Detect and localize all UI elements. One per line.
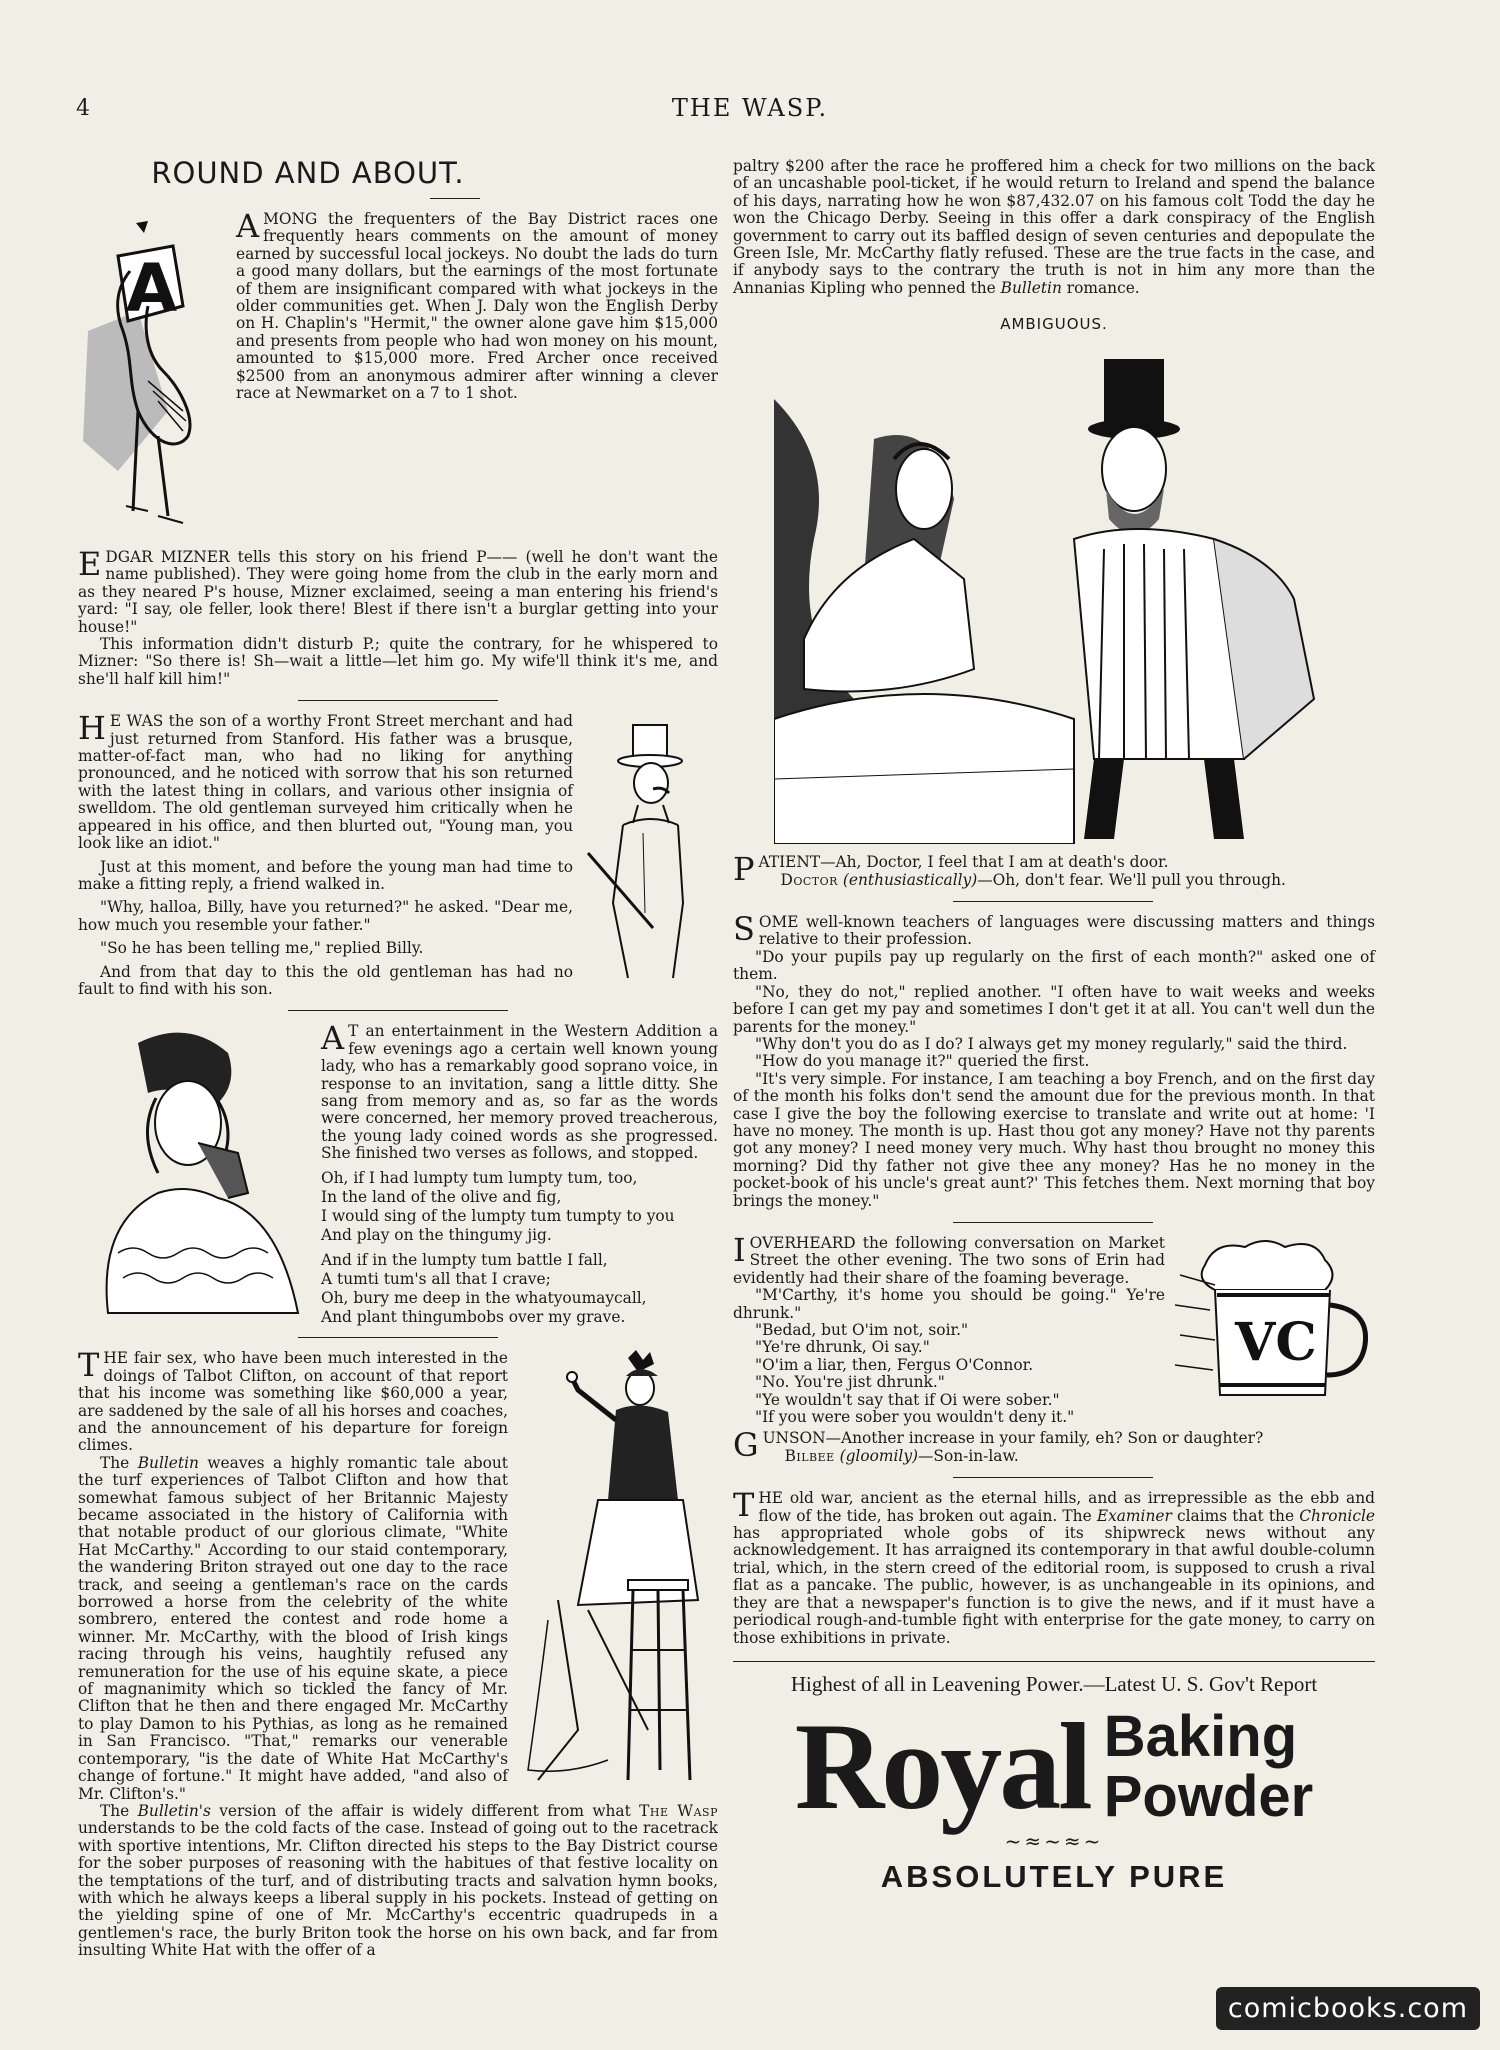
article-teachers xyxy=(733,910,1375,1210)
drop-cap: H xyxy=(78,709,106,748)
watermark: comicbooks.com xyxy=(1216,1987,1480,2030)
speaker-label: Bilbee xyxy=(784,1446,835,1465)
ad-product-line: Baking xyxy=(1103,1703,1298,1769)
ad-tagline: Highest of all in Leavening Power.—Latest U. S. Gov't Report xyxy=(790,1671,1318,1696)
paragraph: "How do you manage it?" queried the first. xyxy=(755,1052,1090,1071)
svg-text:A: A xyxy=(126,250,178,327)
text-run: HE old war, ancient as the eternal hills, and as irrepressible as the ebb and flow of the tide, has broken out again. The xyxy=(758,1489,1375,1525)
section-title: ROUND AND ABOUT. xyxy=(151,156,465,190)
seated-lady-illustration xyxy=(518,1350,718,1790)
drop-cap: E xyxy=(78,545,102,583)
separator xyxy=(953,1222,1153,1223)
separator xyxy=(953,1477,1153,1478)
joke-gunson xyxy=(733,1426,1375,1465)
paragraph: HE fair sex, who have been much interested in the doings of Talbot Clifton, on account of that report that his income was something like $60,000 a year, are saddened by the sale of all his horses and coaches, and the announcement of his departure for foreign climes. xyxy=(78,1349,508,1455)
drop-cap: T xyxy=(733,1486,755,1525)
text-run: The xyxy=(100,1801,138,1820)
verse-line: And if in the lumpty tum battle I fall, xyxy=(321,1250,608,1269)
paragraph: This information didn't disturb P.; quite the contrary, for he whispered to Mizner: "So there is! Sh—wait a little—let him go. My wife'll think it's me, and she'll half kill him!" xyxy=(78,635,718,688)
article-stanford xyxy=(78,709,718,998)
heron-drop-cap-illustration xyxy=(78,211,228,531)
stage-direction: (enthusiastically) xyxy=(842,870,978,889)
page-number: 4 xyxy=(76,96,90,121)
dialogue-line: "O'im a liar, then, Fergus O'Connor. xyxy=(755,1355,1034,1374)
paragraph: "Why, halloa, Billy, have you returned?" he asked. "Dear me, how much you resemble your father." xyxy=(78,898,573,934)
svg-text:VC: VC xyxy=(1235,1311,1317,1373)
ad-product-line: Powder xyxy=(1103,1763,1314,1829)
publication-name: Bulletin xyxy=(1000,278,1062,297)
paragraph: And from that day to this the old gentleman has had no fault to find with his son. xyxy=(78,962,573,998)
paragraph: T an entertainment in the Western Addition a few evenings ago a certain well known young lady, who has a remarkably good soprano voice, in response to an invitation, sang a little ditty. She sang from memory and as, so far as the words were concerned, her memory proved treacherous, the young lady coined words as she progressed. She finished two verses as follows, and stopped. xyxy=(321,1022,718,1163)
verse-line: And plant thingumbobs over my grave. xyxy=(321,1307,626,1326)
paragraph xyxy=(733,158,1375,297)
paragraph: "So he has been telling me," replied Billy. xyxy=(100,939,424,958)
paragraph: Just at this moment, and before the young man had time to make a fitting reply, a friend walked in. xyxy=(78,857,573,893)
paragraph: MONG the frequenters of the Bay District races one frequently hears comments on the amount of money earned by successful local jockeys. No doubt the lads do turn a good many dollars, but the earnings of the most fortunate of them are insignificant compared with what jockeys in the older communities get. When J. Daly won the English Derby on H. Chaplin's "Hermit," the owner alone gave him $15,000 and presents from people who had won money on his mount, amounted to $15,000 more. Fred Archer once received $2500 from an anonymous admirer after winning a clever race at Newmarket on a 7 to 1 shot. xyxy=(236,210,718,403)
publication-name: Bulletin xyxy=(137,1453,199,1472)
verse-line: And play on the thingumy jig. xyxy=(321,1225,552,1244)
drop-cap: T xyxy=(78,1346,100,1385)
dialogue-line: "M'Carthy, it's home you should be going." Ye're dhrunk." xyxy=(733,1286,1165,1322)
dialogue-line: UNSON—Another increase in your family, eh? Son or daughter? xyxy=(762,1429,1264,1448)
paragraph: "No, they do not," replied another. "I often have to wait weeks and weeks before I can get my pay and sometimes I don't get it at all. You can't well dun the parents for the money." xyxy=(733,982,1375,1036)
article-newspaper-war xyxy=(733,1486,1375,1647)
separator xyxy=(953,901,1153,902)
drop-cap: G xyxy=(733,1426,759,1465)
article-market-street xyxy=(733,1230,1375,1427)
separator xyxy=(298,700,498,701)
text-run: —Son-in-law. xyxy=(918,1446,1019,1465)
publication-name: Examiner xyxy=(1096,1506,1172,1525)
verse-line: In the land of the olive and fig, xyxy=(321,1187,562,1206)
royal-baking-powder-ad xyxy=(733,1661,1375,1895)
paragraph: OME well-known teachers of languages were discussing matters and things relative to their profession. xyxy=(758,913,1375,949)
paragraph: DGAR MIZNER tells this story on his friend P—— (well he don't want the name published). They were going home from the club in the early morn and as they neared P's house, Mizner exclaimed, seeing a man entering his friend's yard: "I say, ole feller, look there! Blest if there isn't a burglar getting into your house!" xyxy=(78,548,718,636)
speaker-label: Doctor xyxy=(780,870,838,889)
article-clifton xyxy=(78,1346,718,1960)
ad-brand: Royal xyxy=(794,1697,1090,1835)
article-jockeys xyxy=(78,207,718,403)
dialogue-line: "No. You're jist dhrunk." xyxy=(755,1373,945,1392)
left-column xyxy=(78,152,718,1960)
paragraph: "It's very simple. For instance, I am teaching a boy French, and on the first day of the month his folks don't send the amount due for the previous month. In that case I give the boy the following exercise to translate and write out at home: 'I have no money. The month is up. Hast thou got any money? Have not thy parents got any money? I need money very much. Why hast thou brought no money this morning? Did thy father not give thee any money? Has he no money in the pocket-book of his uncle's great aunt?' This fetches them. Next morning that boy brings the money." xyxy=(733,1069,1375,1210)
text-run: The xyxy=(100,1453,138,1472)
drop-cap: A xyxy=(321,1019,345,1058)
paragraph: "Why don't you do as I do? I always get my money regularly," said the third. xyxy=(755,1034,1348,1053)
drop-cap: A xyxy=(236,207,260,245)
publication-name: Chronicle xyxy=(1299,1506,1375,1525)
text-run: romance. xyxy=(1061,278,1140,297)
illustration-caption: AMBIGUOUS. xyxy=(1000,315,1108,334)
young-man-illustration xyxy=(583,713,718,983)
dialogue-line: "Ye're dhrunk, Oi say." xyxy=(755,1338,930,1357)
text-run: version of the affair is widely different from what xyxy=(210,1801,640,1820)
stage-direction: (gloomily) xyxy=(839,1446,919,1465)
ad-product xyxy=(1103,1703,1314,1829)
paragraph xyxy=(78,1803,718,1960)
verse-line: Oh, bury me deep in the whatyoumaycall, xyxy=(321,1288,647,1307)
text-run: weaves a highly romantic tale about the turf experiences of Talbot Clifton and how that somewhat famous subject of her Britannic Majesty became associated in the history of California with that notable product of our glorious climate, "White Hat McCarthy." According to our staid contemporary, the wandering Briton strayed out one day to the race track, and seeing a gentleman's race on the cards borrowed a horse from the celebrity of the white sombrero, entered the contest and rode home a winner. Mr. McCarthy, with the blood of Irish kings racing through his veins, haughtily refused any remuneration for the use of his equine skate, a piece of magnanimity which so tickled the fancy of Mr. Clifton that he then and there engaged Mr. McCarthy to play Damon to his Pythias, as long as he remained in San Francisco. "That," remarks our venerable contemporary, "is the date of White Hat McCarthy's change of fortune." It might have added, "and also of Mr. Clifton's." xyxy=(78,1453,508,1803)
text-run: paltry $200 after the race he proffered him a check for two millions on the back of an uncashable pool-ticket, if he would return to Ireland and spend the balance of his days, narrating how he won $87,432.07 on his famous colt Todd the day he won the Chicago Derby. Seeing in this offer a dark conspiracy of the English government to carry out its baffled design of seven centuries and depopulate the Green Isle, Mr. McCarthy flatly refused. These are the true facts in the case, and if anybody says to the contrary the truth is not in him any more than the Annanias Kipling who penned the xyxy=(733,157,1375,297)
dialogue-line xyxy=(733,1448,1375,1465)
drop-cap: P xyxy=(733,850,755,889)
verse-line: Oh, if I had lumpty tum lumpty tum, too, xyxy=(321,1168,638,1187)
separator xyxy=(298,1337,498,1338)
masthead: THE WASP. xyxy=(671,94,829,122)
paragraph: E WAS the son of a worthy Front Street merchant and had just returned from Stanford. His father was a brusque, matter-of-fact man, who had no liking for anything pronounced, and he noticed with sorrow that his son returned with the latest thing in collars, and various other insignia of swelldom. The old gentleman surveyed him critically when he appeared in his office, and then blurted out, "Young man, you look like an idiot." xyxy=(78,712,573,853)
dialogue-line: ATIENT—Ah, Doctor, I feel that I am at death's door. xyxy=(758,853,1169,872)
dialogue-line: "Ye wouldn't say that if Oi were sober." xyxy=(755,1390,1060,1409)
title-rule xyxy=(430,198,480,199)
drop-cap: I xyxy=(733,1230,746,1269)
publication-name: Bulletin's xyxy=(137,1801,211,1820)
ad-brand-row xyxy=(733,1697,1375,1835)
doctor-patient-illustration xyxy=(774,339,1334,844)
verse-line: I would sing of the lumpty tum tumpty to you xyxy=(321,1206,675,1225)
singing-lady-illustration xyxy=(78,1023,313,1323)
paragraph: OVERHEARD the following conversation on Market Street the other evening. The two sons of Erin had evidently had their share of the foaming beverage. xyxy=(733,1233,1165,1287)
text-run: has appropriated whole gobs of its shipwreck news without any acknowledgement. It has arraigned its contemporary in that awful double-column trial, which, in the stern creed of the editorial room, is supposed to crush a rival flat as a pancake. The public, however, is as unchangeable in its opinions, and they are that a newspaper's function is to give the news, and if it must have a periodical rough-and-tumble fight with enterprise for the gate money, to carry on those exhibitions in private. xyxy=(733,1524,1375,1647)
dialogue-line: "If you were sober you wouldn't deny it." xyxy=(755,1408,1075,1427)
beer-stein-illustration xyxy=(1175,1235,1375,1410)
article-mizner xyxy=(78,545,718,688)
text-run: —Oh, don't fear. We'll pull you through. xyxy=(977,870,1286,889)
separator xyxy=(288,1010,508,1011)
right-column xyxy=(733,158,1375,1895)
ornament-icon: ~≈~≈~ xyxy=(1004,1828,1104,1853)
paragraph: "Do your pupils pay up regularly on the first of each month?" asked one of them. xyxy=(733,947,1375,984)
dialogue-line: "Bedad, but O'im not, soir." xyxy=(755,1321,969,1339)
drop-cap: S xyxy=(733,910,755,949)
text-run: understands to be the cold facts of the case. Instead of going out to the racetrack with sportive intentions, Mr. Clifton directed his steps to the Bay District course for the sober purposes of reasoning with the habitues of that festive locality on the temptations of the turf, and of distributing tracts and salvation hymn books, with which he always keeps a liberal supply in his pockets. Instead of getting on the yielding spine of one of Mr. McCarthy's eccentric quadrupeds in a gentlemen's race, the burly Briton took the horse on his own back, and far from insulting White Hat with the offer of a xyxy=(78,1819,718,1960)
joke-patient xyxy=(733,850,1375,889)
verse-line: A tumti tum's all that I crave; xyxy=(321,1269,551,1288)
text-run: claims that the xyxy=(1171,1506,1300,1525)
ad-slogan: ABSOLUTELY PURE xyxy=(880,1858,1228,1894)
publication-name: The Wasp xyxy=(639,1801,718,1820)
dialogue-line xyxy=(733,872,1375,889)
article-soprano xyxy=(78,1019,718,1326)
